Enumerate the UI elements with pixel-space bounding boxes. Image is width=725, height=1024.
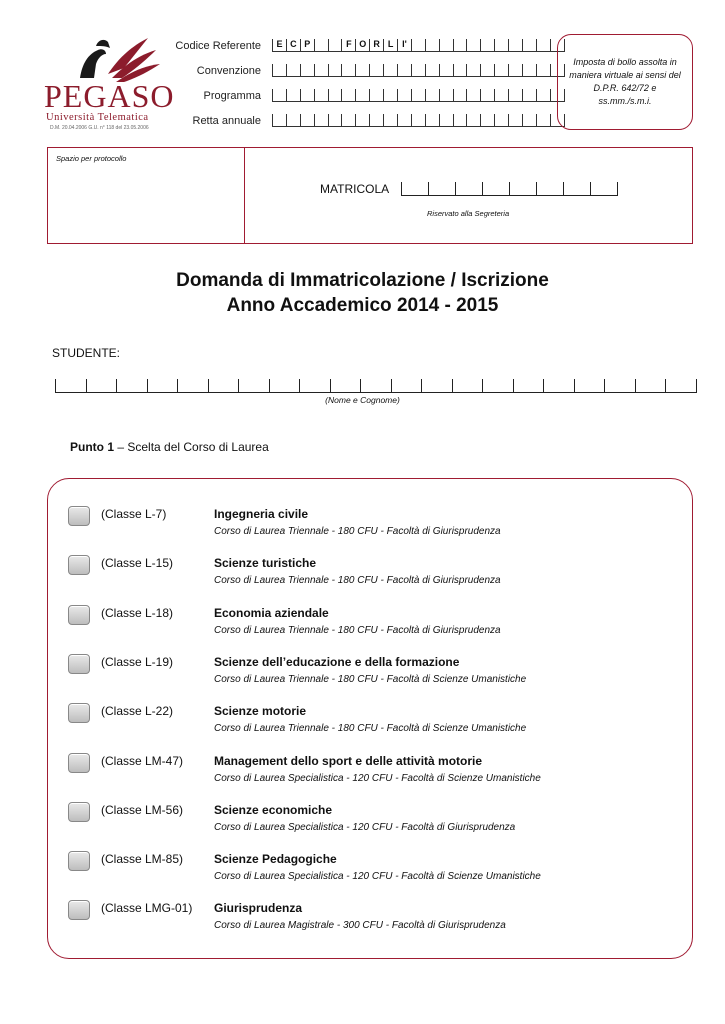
- course-description: Corso di Laurea Triennale - 180 CFU - Facoltà di Scienze Umanistiche: [214, 723, 527, 735]
- course-name: Management dello sport e delle attività motorie: [214, 753, 483, 768]
- course-description: Corso di Laurea Specialistica - 120 CFU - Facoltà di Giurisprudenza: [214, 821, 516, 833]
- course-checkbox[interactable]: [68, 703, 90, 723]
- char-cell: [355, 89, 369, 102]
- course-class: (Classe L-19): [101, 654, 174, 669]
- course-description: Corso di Laurea Triennale - 180 CFU - Facoltà di Giurisprudenza: [214, 575, 501, 587]
- course-class: (Classe L-18): [101, 605, 174, 620]
- char-cell: [466, 64, 480, 77]
- course-checkbox[interactable]: [68, 753, 90, 773]
- char-cell: [328, 64, 342, 77]
- winged-horse-icon: [36, 34, 166, 84]
- char-cell: [439, 114, 453, 127]
- course-description: Corso di Laurea Triennale - 180 CFU - Facoltà di Giurisprudenza: [214, 624, 501, 636]
- course-class: (Classe L-22): [101, 704, 174, 719]
- academic-year: Anno Accademico 2014 - 2015: [226, 295, 499, 316]
- section-prefix: Punto 1: [70, 440, 114, 454]
- char-cell: [328, 39, 342, 52]
- char-cell: [369, 114, 383, 127]
- char-cell: [466, 89, 480, 102]
- char-cell: [286, 64, 300, 77]
- logo-name: PEGASO: [44, 78, 175, 114]
- char-cell: [272, 64, 286, 77]
- course-name: Scienze turistiche: [214, 556, 317, 571]
- page-title: Domanda di Immatricolazione / Iscrizione: [176, 270, 549, 291]
- course-class: (Classe L-7): [101, 507, 167, 521]
- name-cell: [360, 379, 391, 393]
- course-class: (Classe LM-56): [101, 802, 184, 817]
- course-class: (Classe LM-85): [101, 852, 184, 867]
- name-cell: [86, 379, 117, 393]
- course-description: Corso di Laurea Triennale - 180 CFU - Facoltà di Giurisprudenza: [214, 526, 501, 537]
- char-cell: [300, 64, 314, 77]
- matricola-field[interactable]: [401, 182, 618, 196]
- char-cell: R: [369, 39, 383, 52]
- name-cell: [147, 379, 178, 393]
- course-option[interactable]: [0, 849, 725, 893]
- char-cell: [411, 39, 425, 52]
- char-cell: [508, 114, 522, 127]
- course-class: (Classe LM-47): [101, 753, 184, 768]
- header-field-input[interactable]: [272, 64, 565, 78]
- course-option[interactable]: [0, 800, 725, 844]
- course-name: Scienze dell’educazione e della formazione: [214, 654, 460, 669]
- course-checkbox[interactable]: [68, 900, 90, 920]
- char-cell: [425, 39, 439, 52]
- char-cell: [453, 89, 467, 102]
- course-class: (Classe L-15): [101, 556, 174, 571]
- course-name: Ingegneria civile: [214, 507, 309, 521]
- name-cell: [238, 379, 269, 393]
- name-cell: [421, 379, 452, 393]
- char-cell: [328, 114, 342, 127]
- name-cell: [543, 379, 574, 393]
- char-cell: [466, 114, 480, 127]
- char-cell: I': [397, 39, 411, 52]
- course-name: Scienze motorie: [214, 704, 307, 719]
- header-field-label: Convenzione: [196, 65, 261, 77]
- protocol-divider: [244, 147, 245, 244]
- char-cell: [300, 114, 314, 127]
- char-cell: [508, 64, 522, 77]
- char-cell: P: [300, 39, 314, 52]
- course-class: (Classe LMG-01): [101, 901, 193, 916]
- name-cell: [635, 379, 666, 393]
- char-cell: [536, 114, 550, 127]
- header-field-label: Retta annuale: [192, 115, 261, 127]
- char-cell: [480, 39, 494, 52]
- char-cell: [522, 39, 536, 52]
- course-option[interactable]: [0, 751, 725, 795]
- course-description: Corso di Laurea Magistrale - 300 CFU - Facoltà di Giurisprudenza: [214, 920, 506, 932]
- course-description: Corso di Laurea Triennale - 180 CFU - Facoltà di Scienze Umanistiche: [214, 673, 527, 685]
- char-cell: [439, 89, 453, 102]
- course-option[interactable]: [0, 652, 725, 696]
- name-cell: [177, 379, 208, 393]
- matricola-cell: [536, 182, 563, 196]
- course-option[interactable]: [0, 898, 725, 942]
- protocol-label: Spazio per protocollo: [56, 154, 127, 163]
- course-description: Corso di Laurea Specialistica - 120 CFU - Facoltà di Scienze Umanistiche: [214, 871, 541, 883]
- char-cell: [480, 114, 494, 127]
- matricola-cell: [509, 182, 536, 196]
- char-cell: [355, 64, 369, 77]
- name-cell: [574, 379, 605, 393]
- student-label: STUDENTE:: [52, 346, 121, 360]
- matricola-cell: [428, 182, 455, 196]
- char-cell: [328, 89, 342, 102]
- course-name: Scienze economiche: [214, 802, 333, 817]
- char-cell: [522, 89, 536, 102]
- char-cell: [286, 89, 300, 102]
- char-cell: [536, 64, 550, 77]
- course-option[interactable]: [0, 553, 725, 597]
- char-cell: [397, 114, 411, 127]
- char-cell: [355, 114, 369, 127]
- char-cell: [439, 39, 453, 52]
- char-cell: [480, 64, 494, 77]
- course-name: Giurisprudenza: [214, 901, 303, 916]
- stamp-box: [557, 34, 693, 130]
- char-cell: [508, 39, 522, 52]
- char-cell: [383, 114, 397, 127]
- char-cell: [425, 64, 439, 77]
- name-cell: [391, 379, 422, 393]
- char-cell: [411, 89, 425, 102]
- reserved-note: Riservato alla Segreteria: [427, 209, 510, 218]
- char-cell: [494, 89, 508, 102]
- header-field-input[interactable]: [272, 39, 565, 53]
- matricola-cell: [590, 182, 618, 196]
- course-option[interactable]: [0, 504, 725, 548]
- char-cell: [286, 114, 300, 127]
- course-checkbox[interactable]: [68, 605, 90, 625]
- header-field-label: Programma: [203, 90, 261, 102]
- header-field-input[interactable]: [272, 114, 565, 128]
- logo-subtitle: Università Telematica: [46, 112, 149, 123]
- char-cell: [397, 89, 411, 102]
- name-cell: [299, 379, 330, 393]
- char-cell: [411, 64, 425, 77]
- course-name: Scienze Pedagogiche: [214, 852, 337, 867]
- char-cell: [314, 39, 328, 52]
- matricola-cell: [455, 182, 482, 196]
- name-cell: [116, 379, 147, 393]
- char-cell: [480, 89, 494, 102]
- course-checkbox[interactable]: [68, 851, 90, 871]
- name-cell: [330, 379, 361, 393]
- name-cell: [452, 379, 483, 393]
- char-cell: [453, 64, 467, 77]
- char-cell: [453, 114, 467, 127]
- header-field-label: Codice Referente: [175, 40, 261, 52]
- char-cell: [314, 114, 328, 127]
- char-cell: [466, 39, 480, 52]
- name-cell: [482, 379, 513, 393]
- matricola-cell: [401, 182, 428, 196]
- char-cell: [494, 64, 508, 77]
- char-cell: [369, 89, 383, 102]
- name-cell: [513, 379, 544, 393]
- char-cell: [536, 89, 550, 102]
- char-cell: [383, 89, 397, 102]
- name-cell: [269, 379, 300, 393]
- name-cell: [55, 379, 86, 393]
- logo-decree: D.M. 20.04.2006 G.U. n° 118 del 23.05.2006: [50, 125, 149, 131]
- name-cell: [665, 379, 697, 393]
- char-cell: [439, 64, 453, 77]
- name-cell: [604, 379, 635, 393]
- name-cell: [208, 379, 239, 393]
- char-cell: [425, 114, 439, 127]
- char-cell: C: [286, 39, 300, 52]
- char-cell: [522, 114, 536, 127]
- char-cell: [508, 89, 522, 102]
- course-option[interactable]: [0, 701, 725, 745]
- stamp-text: Imposta di bollo assolta in maniera virtuale ai sensi del D.P.R. 642/72 e ss.mm./s.m.i.: [569, 57, 681, 106]
- char-cell: E: [272, 39, 286, 52]
- char-cell: [369, 64, 383, 77]
- char-cell: [314, 64, 328, 77]
- matricola-label: MATRICOLA: [320, 182, 390, 196]
- char-cell: F: [341, 39, 355, 52]
- char-cell: [425, 89, 439, 102]
- char-cell: [272, 89, 286, 102]
- header-field-input[interactable]: [272, 89, 565, 103]
- char-cell: [397, 64, 411, 77]
- char-cell: [494, 39, 508, 52]
- course-checkbox[interactable]: [68, 802, 90, 822]
- course-checkbox[interactable]: [68, 555, 90, 575]
- char-cell: [300, 89, 314, 102]
- course-option[interactable]: [0, 603, 725, 647]
- student-name-field[interactable]: [55, 379, 697, 393]
- char-cell: [314, 89, 328, 102]
- char-cell: [383, 64, 397, 77]
- char-cell: [411, 114, 425, 127]
- course-checkbox[interactable]: [68, 506, 90, 526]
- char-cell: [341, 64, 355, 77]
- char-cell: [522, 64, 536, 77]
- section-text: – Scelta del Corso di Laurea: [117, 440, 269, 454]
- section-heading: [70, 440, 269, 454]
- name-caption: (Nome e Cognome): [325, 395, 400, 405]
- course-description: Corso di Laurea Specialistica - 120 CFU - Facoltà di Scienze Umanistiche: [214, 772, 541, 784]
- matricola-cell: [563, 182, 590, 196]
- char-cell: [453, 39, 467, 52]
- matricola-cell: [482, 182, 509, 196]
- char-cell: [494, 114, 508, 127]
- course-name: Economia aziendale: [214, 605, 329, 620]
- char-cell: [272, 114, 286, 127]
- char-cell: L: [383, 39, 397, 52]
- char-cell: [341, 114, 355, 127]
- char-cell: O: [355, 39, 369, 52]
- char-cell: [341, 89, 355, 102]
- course-checkbox[interactable]: [68, 654, 90, 674]
- char-cell: [536, 39, 550, 52]
